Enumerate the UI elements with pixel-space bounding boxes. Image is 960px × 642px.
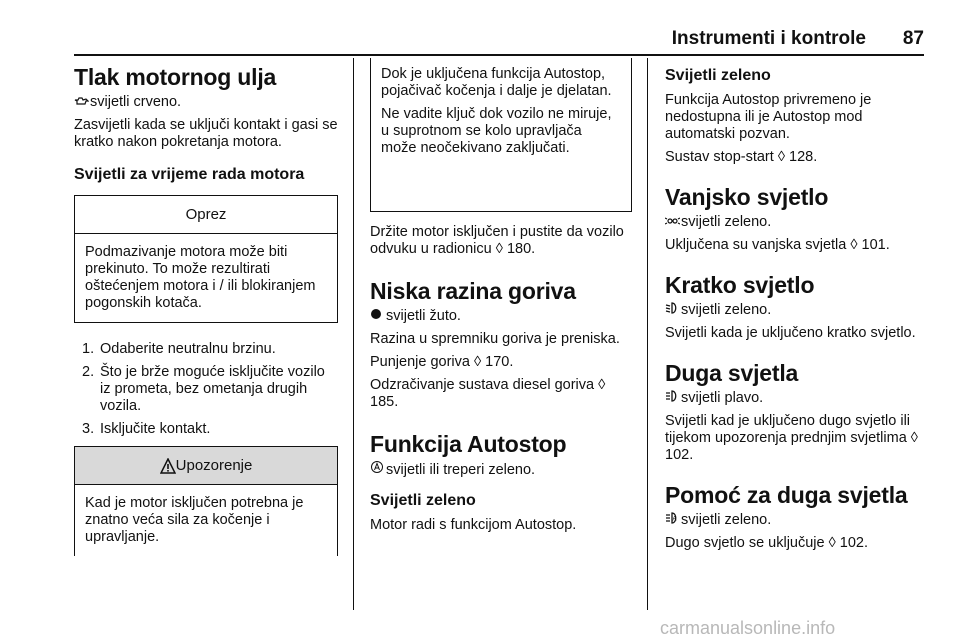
column-3: [665, 58, 927, 552]
warning-triangle-icon: [160, 458, 176, 474]
low-beam-status: svijetli zeleno.: [665, 301, 927, 319]
warning-text-cont: Ne vadite ključ dok vozilo ne miruje, u suprotnom se kolo upravljača može neočekivano zaključati.: [381, 106, 612, 156]
low-beam-text: Svijetli kada je uključeno kratko svjetlo.: [665, 325, 916, 341]
high-beam-assist-icon: [665, 511, 681, 528]
heading-driving: Svijetli za vrijeme rada motora: [74, 166, 305, 183]
exterior-text: Uključena su vanjska svjetla ◊ 101.: [665, 237, 890, 253]
column-divider-1: [353, 58, 354, 610]
warning-text: Kad je motor isključen potrebna je znatno veća sila za kočenje i upravljanje.: [85, 495, 304, 545]
page-number: 87: [902, 28, 924, 49]
watermark: carmanualsonline.info: [660, 618, 836, 638]
fuel-text-3: Odzračivanje sustava diesel goriva ◊ 185.: [370, 377, 606, 410]
high-beam-text: Svijetli kad je uključeno dugo svjetlo ili tijekom upozorenja prednjim svjetlima ◊ 102.: [665, 413, 918, 463]
fuel-text-1: Razina u spremniku goriva je preniska.: [370, 331, 620, 347]
autostop-status: svijetli ili treperi zeleno.: [370, 460, 632, 479]
column-1: [74, 58, 338, 556]
green-text-2: Sustav stop-start ◊ 128.: [665, 149, 818, 165]
assist-text: Dugo svjetlo se uključuje ◊ 102.: [665, 535, 869, 551]
workshop-text: Držite motor isključen i pustite da vozilo odvuku u radionicu ◊ 180.: [370, 224, 624, 257]
page-header: [74, 28, 924, 50]
warning-title: Upozorenje: [175, 457, 253, 474]
section-title: Instrumenti i kontrole: [671, 28, 866, 49]
warning-header: [75, 447, 337, 485]
fuel-status: svijetli žuto.: [370, 307, 632, 325]
fuel-dot-icon: [370, 307, 386, 324]
heading-oil-pressure: Tlak motornog ulja: [74, 64, 277, 90]
heading-green-2: Svijetli zeleno: [665, 67, 771, 84]
steps-list: [74, 341, 338, 438]
oil-can-icon: [74, 93, 90, 110]
column-divider-2: [647, 58, 648, 610]
caution-box: [74, 195, 338, 323]
fuel-text-2: Punjenje goriva ◊ 170.: [370, 354, 514, 370]
low-beam-icon: [665, 301, 681, 318]
exterior-light-icon: [665, 213, 681, 230]
oil-status: svijetli crveno.: [74, 93, 338, 111]
list-item: 1. Odaberite neutralnu brzinu.: [82, 341, 276, 357]
caution-text: Podmazivanje motora može biti prekinuto. To može rezultirati oštećenjem motora i / ili blokiranjem pogonskih kotača.: [85, 244, 316, 311]
high-beam-status: svijetli plavo.: [665, 389, 927, 407]
heading-low-fuel: Niska razina goriva: [370, 278, 576, 304]
heading-autostop: Funkcija Autostop: [370, 431, 567, 457]
header-rule: [74, 54, 924, 56]
green-text-1: Funkcija Autostop privremeno je nedostupna ili je Autostop mod automatski pozvan.: [665, 92, 872, 142]
oil-description: Zasvijetli kada se uključi kontakt i gasi se kratko nakon pokretanja motora.: [74, 117, 338, 150]
warning-continuation: [370, 58, 632, 212]
heading-high-beam-assist: Pomoć za duga svjetla: [665, 482, 908, 508]
autostop-A-icon: [370, 460, 386, 478]
svg-text:A: A: [672, 516, 677, 523]
heading-high-beam: Duga svjetla: [665, 360, 799, 386]
list-item: 2. Što je brže moguće isključite vozilo iz prometa, bez ometanja drugih vozila.: [82, 364, 325, 414]
warning-text-cont: Dok je uključena funkcija Autostop, pojačivač kočenja i dalje je djelatan.: [381, 66, 612, 99]
green-text: Motor radi s funkcijom Autostop.: [370, 517, 577, 533]
assist-status: A svijetli zeleno.: [665, 511, 927, 529]
high-beam-icon: [665, 389, 681, 406]
heading-low-beam: Kratko svjetlo: [665, 272, 815, 298]
exterior-status: svijetli zeleno.: [665, 213, 927, 231]
heading-green-1: Svijetli zeleno: [370, 492, 476, 509]
list-item: 3. Isključite kontakt.: [82, 421, 211, 437]
column-2: [370, 58, 632, 534]
caution-title: Oprez: [75, 196, 337, 234]
warning-box: [74, 446, 338, 556]
heading-exterior-light: Vanjsko svjetlo: [665, 184, 829, 210]
